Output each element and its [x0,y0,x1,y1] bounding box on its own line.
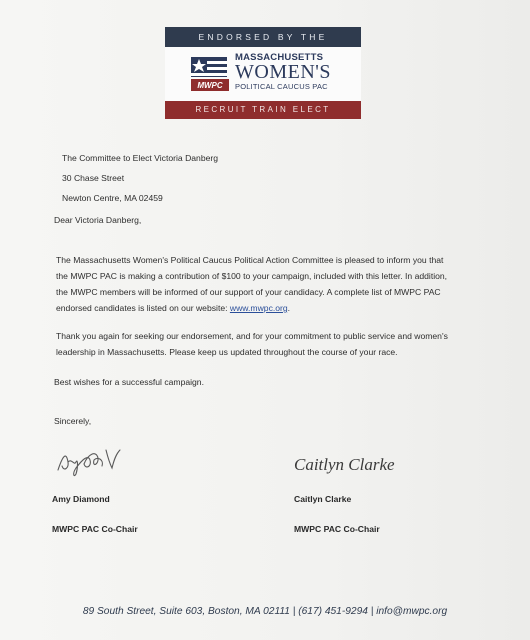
valediction: Sincerely, [54,416,92,426]
org-name-line2: WOMEN'S [235,61,331,83]
signer-name: Caitlyn Clarke [294,494,352,504]
signer-name: Amy Diamond [52,494,110,504]
letterhead-bottom-band: RECRUIT TRAIN ELECT [165,101,361,119]
signature-caitlyn-clarke [292,446,432,482]
paragraph-line: Thank you again for seeking our endorsement, and for your commitment to public service and women's [56,331,448,341]
org-name-line1: MASSACHUSETTS [235,52,324,63]
website-link[interactable]: www.mwpc.org [229,303,288,313]
letterhead-top-band: ENDORSED BY THE [165,27,361,47]
signature-amy-diamond [52,440,132,480]
paragraph-line: the MWPC members will be informed of our support of your candidacy. A complete list of MWPC PAC [56,287,441,297]
recipient-line: 30 Chase Street [62,173,125,183]
recipient-line: The Committee to Elect Victoria Danberg [62,153,219,163]
letterhead-logo-area [165,47,361,101]
closing-wish: Best wishes for a successful campaign. [54,377,204,387]
recipient-address [62,148,218,208]
footer-contact: 89 South Street, Suite 603, Boston, MA 02111 | (617) 451-9294 | info@mwpc.org [82,606,448,617]
mwpc-logo [189,53,231,93]
paragraph-line: The Massachusetts Women's Political Caucus Political Action Committee is pleased to inform you that [56,255,444,265]
org-name [235,53,359,91]
paragraph-thanks [56,328,496,360]
paragraph-line: leadership in Massachusetts. Please keep us updated throughout the course of your race. [56,347,398,357]
signer-role: MWPC PAC Co-Chair [52,524,138,534]
paragraph-text: . [287,303,291,313]
paragraph-line: the MWPC PAC is making a contribution of $100 to your campaign, included with this letter. In addition, [56,271,448,281]
paragraph-contribution [56,252,496,316]
signature-text: Caitlyn Clarke [294,455,395,474]
paragraph-text: endorsed candidates is listed on our website: [56,303,230,313]
paragraph-line [56,300,496,316]
salutation: Dear Victoria Danberg, [54,215,142,225]
letterhead [165,27,361,119]
recipient-line: Newton Centre, MA 02459 [62,193,163,203]
signer-role: MWPC PAC Co-Chair [294,524,380,534]
logo-text: MWPC [197,81,223,90]
org-name-line3: POLITICAL CAUCUS PAC [235,82,328,91]
